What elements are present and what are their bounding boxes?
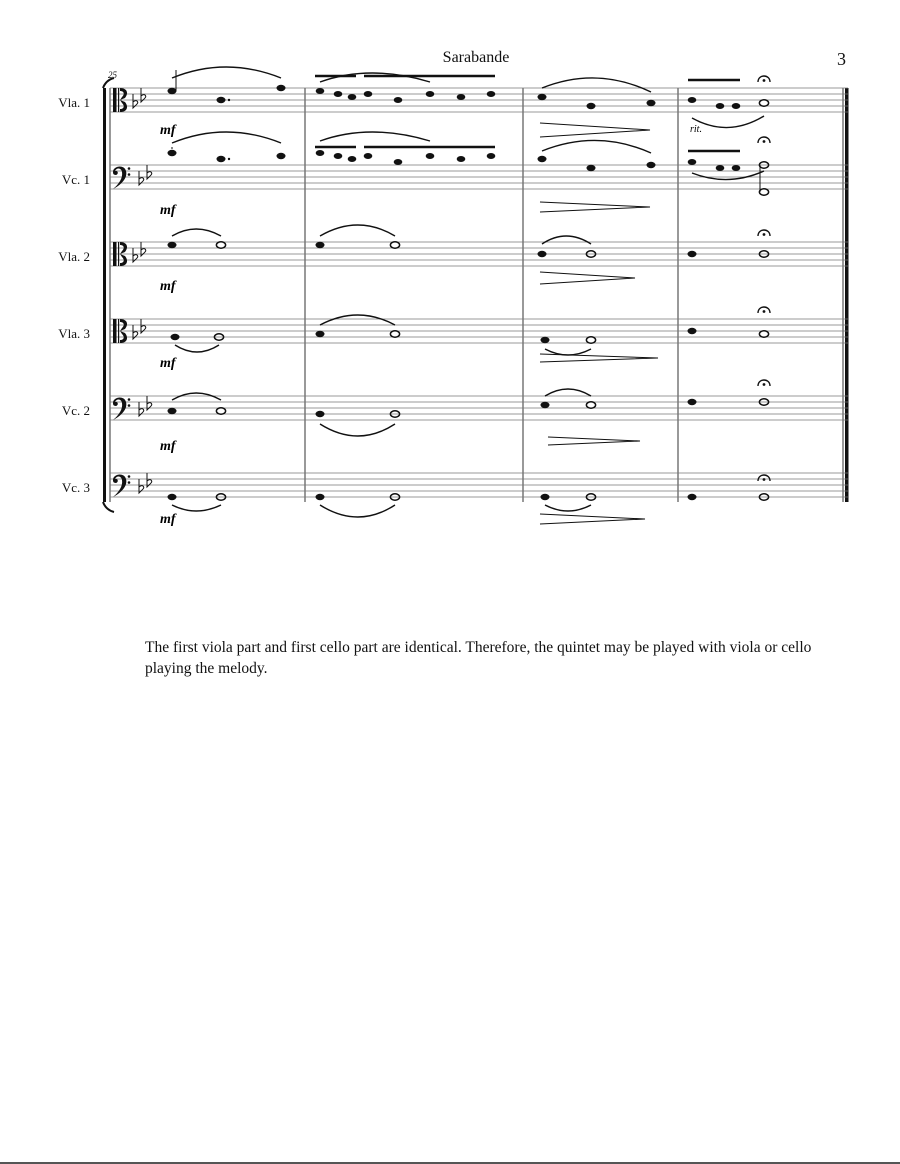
staff-vc3 xyxy=(110,473,848,524)
instrument-label-vc1: Vc. 1 xyxy=(61,172,90,187)
score-title: Sarabande xyxy=(442,49,510,66)
staff-vla1 xyxy=(110,67,848,137)
tempo-marking-rit: rit. xyxy=(690,124,702,135)
system-bracket xyxy=(103,78,114,512)
dynamic-vla2: mf xyxy=(160,279,176,294)
instrument-label-vla3: Vla. 3 xyxy=(58,326,90,341)
measure-number: 25 xyxy=(108,70,117,80)
dynamic-vc2: mf xyxy=(160,439,176,454)
dynamic-vc3: mf xyxy=(160,512,176,527)
music-score xyxy=(0,0,900,560)
dynamic-vla1: mf xyxy=(160,123,176,138)
staff-vc2 xyxy=(110,380,848,445)
footnote-text: The first viola part and first cello part are identical. Therefore, the quintet may be played with viola or cello playing the melody. xyxy=(145,639,812,677)
staff-vc1 xyxy=(110,132,848,212)
dynamic-vc1: mf xyxy=(160,203,176,218)
instrument-label-vla1: Vla. 1 xyxy=(58,95,90,110)
page-number: 3 xyxy=(837,49,846,69)
dynamic-vla3: mf xyxy=(160,356,176,371)
staff-vla3 xyxy=(110,307,848,362)
instrument-label-vla2: Vla. 2 xyxy=(58,249,90,264)
instrument-label-vc3: Vc. 3 xyxy=(61,480,90,495)
final-barline xyxy=(845,88,849,502)
staff-vla2 xyxy=(110,225,848,284)
instrument-label-vc2: Vc. 2 xyxy=(61,403,90,418)
